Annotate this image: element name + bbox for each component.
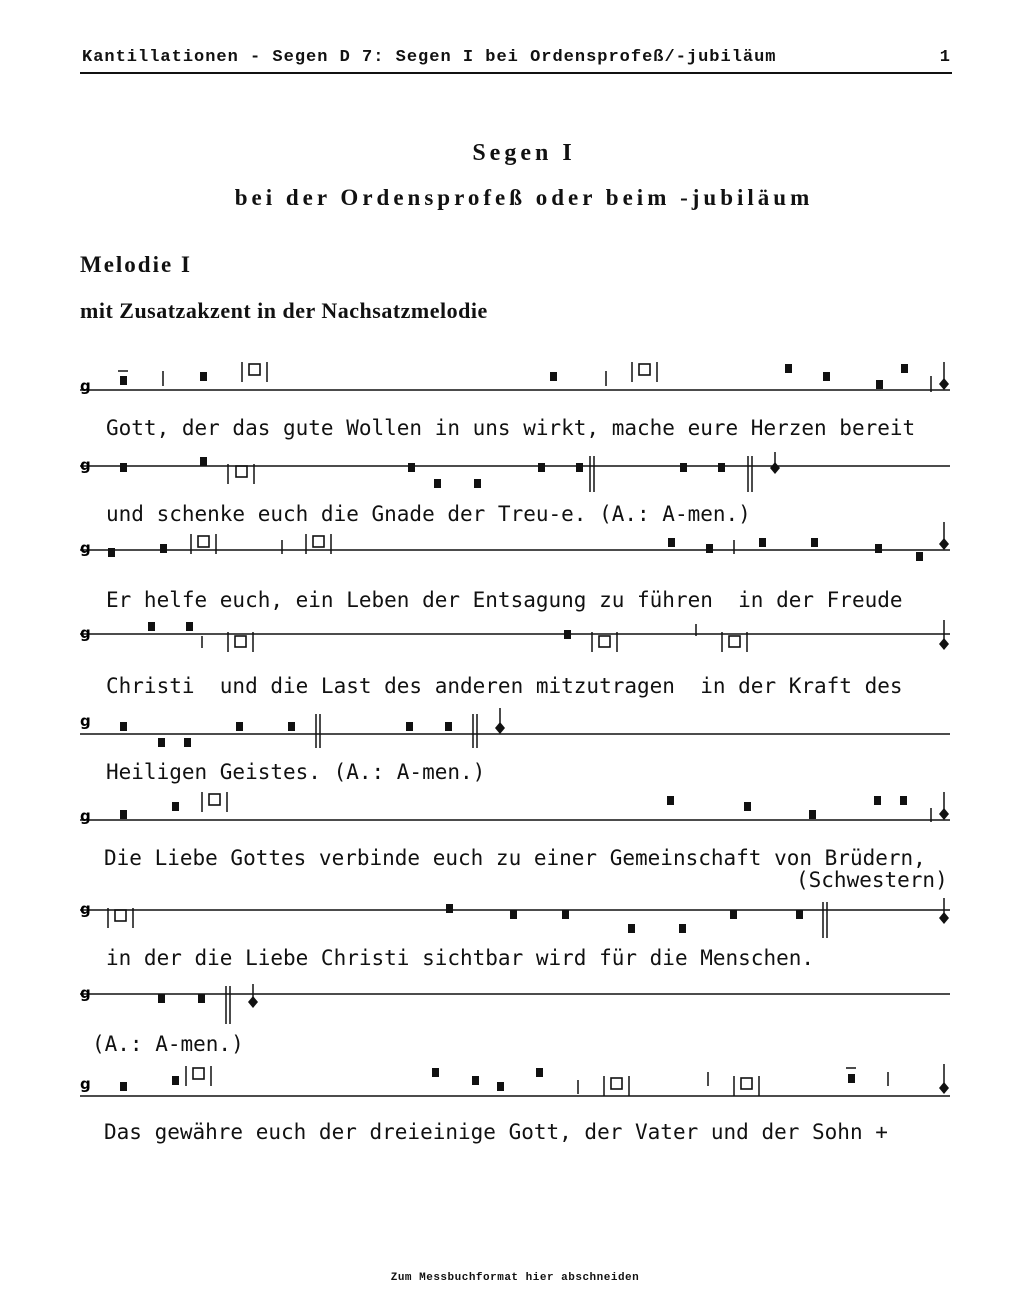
chant-staff-9 — [78, 1062, 952, 1102]
running-header: Kantillationen - Segen D 7: Segen I bei Ordensprofeß/-jubiläum — [82, 48, 777, 67]
lyric-line-6-alt: (Schwestern) — [796, 868, 948, 892]
svg-text:g: g — [80, 456, 91, 474]
chant-staff-4 — [78, 616, 952, 660]
chant-staff-8 — [78, 980, 952, 1028]
page-number: 1 — [939, 48, 950, 67]
svg-text:g: g — [80, 377, 91, 395]
lyric-line-4: Christi und die Last des anderen mitzutragen in der Kraft des — [106, 674, 903, 698]
chant-staff-3 — [78, 520, 952, 568]
footer-note: Zum Messbuchformat hier abschneiden — [390, 1272, 640, 1284]
page-subtitle: bei der Ordensprofeß oder beim -jubiläum — [234, 185, 814, 210]
lyric-line-1: Gott, der das gute Wollen in uns wirkt, mache eure Herzen bereit — [106, 416, 916, 440]
melody-note: mit Zusatzakzent in der Nachsatzmelodie — [80, 298, 488, 323]
svg-text:g: g — [80, 984, 91, 1002]
svg-text:g: g — [80, 539, 91, 557]
lyric-line-3: Er helfe euch, ein Leben der Entsagung zu führen in der Freude — [106, 588, 903, 612]
chant-staff-5 — [78, 704, 952, 752]
chant-staff-2 — [78, 448, 952, 496]
svg-text:g: g — [80, 1075, 91, 1093]
melody-heading: Melodie I — [80, 252, 192, 277]
lyric-line-5: Heiligen Geistes. (A.: A-men.) — [106, 760, 486, 784]
svg-text:g: g — [80, 807, 91, 825]
chant-staff-1 — [78, 360, 952, 400]
page-title: Segen I — [472, 140, 576, 166]
lyric-line-6: Die Liebe Gottes verbinde euch zu einer Gemeinschaft von Brüdern, — [104, 846, 926, 870]
lyric-line-7: in der die Liebe Christi sichtbar wird für die Menschen. — [106, 946, 815, 970]
lyric-line-2: und schenke euch die Gnade der Treu-e. (A.: A-men.) — [106, 502, 751, 526]
chant-staff-7 — [78, 896, 952, 944]
svg-text:g: g — [80, 900, 91, 918]
svg-text:g: g — [80, 712, 91, 730]
lyric-line-8: (A.: A-men.) — [92, 1032, 244, 1056]
chant-staff-6 — [78, 790, 952, 830]
lyric-line-9: Das gewähre euch der dreieinige Gott, der Vater und der Sohn + — [104, 1120, 888, 1144]
header-rule — [80, 72, 952, 74]
svg-text:g: g — [80, 624, 91, 642]
